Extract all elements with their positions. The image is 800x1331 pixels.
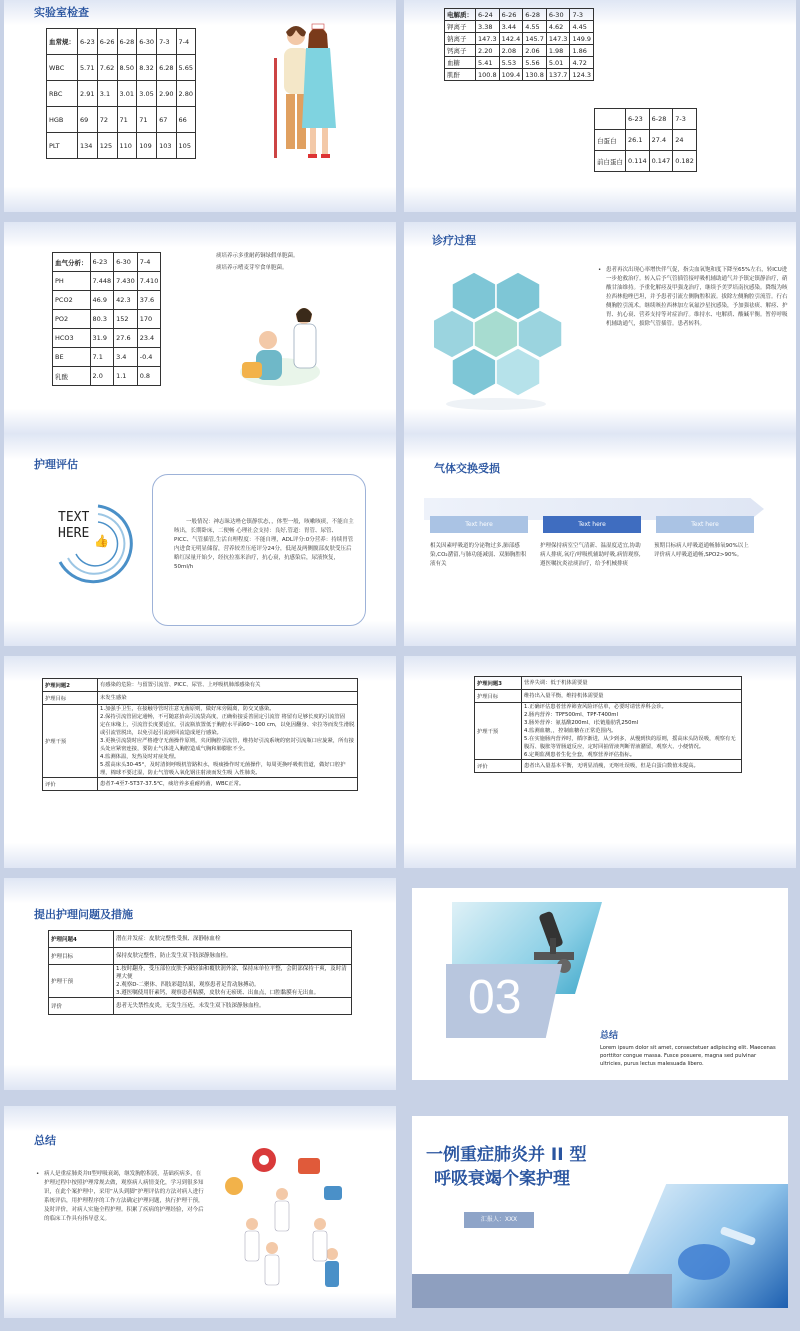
table-cell: 护理干预 [49, 965, 114, 998]
culture-note-2: 痰培养示嗜麦芽窄食单胞菌。 [216, 265, 288, 271]
table-row [47, 29, 196, 55]
table-cell: 152 [114, 310, 138, 329]
table-row [47, 133, 196, 159]
table-cell: 护理干预 [475, 703, 522, 760]
table-cell: 6-30 [546, 9, 570, 21]
table-cell: 7-4 [137, 253, 161, 272]
table-cell: 1.98 [546, 45, 570, 57]
slide-blood-gas [4, 222, 396, 434]
table-row [475, 703, 742, 760]
table-row [47, 55, 196, 81]
table-cell: 未发生感染 [98, 692, 358, 705]
table-cell: 8.50 [117, 55, 137, 81]
table-cell: 109 [137, 133, 157, 159]
nutrition-care-table [474, 676, 742, 773]
table-cell: 8.32 [137, 55, 157, 81]
table-cell: 0.182 [673, 151, 697, 172]
lab-glove-dropper-icon [674, 1218, 764, 1288]
blood-gas-table [52, 252, 161, 386]
table-cell: 乳酸 [53, 367, 91, 386]
table-cell: PO2 [53, 310, 91, 329]
lorem-text: Lorem ipsum dolor sit amet, consectetuer adipiscing elit. Maecenas porttitor congue massa. Fusce posuere, magna sed pulvinar ultricies, purus lectus malesuada libero. [600, 1045, 776, 1067]
table-cell: 6-26 [499, 9, 523, 21]
table-cell: 2.90 [157, 81, 176, 107]
related-factors-text: 相关因素呼吸道的分泌物过多,肺部感染,CO₂潴留,与肺功能减弱、双肺胸腔积液有关 [430, 543, 527, 567]
table-cell: 7-3 [570, 9, 594, 21]
table-cell: 保持皮肤完整性，防止发生双下肢深静脉血栓。 [114, 948, 352, 965]
text-here-button-1[interactable]: Text here [430, 516, 528, 533]
table-cell: 4.72 [570, 57, 594, 69]
table-cell: 6-23 [78, 29, 98, 55]
table-cell: 6.28 [157, 55, 176, 81]
table-cell: 71 [117, 107, 137, 133]
table-cell: 31.9 [90, 329, 114, 348]
table-cell: 147.3 [476, 33, 500, 45]
table-cell: 白蛋白 [595, 130, 626, 151]
doctor-patient-illustration [266, 18, 346, 164]
table-cell: 2.91 [78, 81, 98, 107]
slide-title: 实验室检查 [34, 6, 89, 19]
table-row [47, 107, 196, 133]
table-cell: 1.86 [570, 45, 594, 57]
table-cell: 患者出入量基本平衡，无明显消瘦，无呕吐误吸，但是白蛋白数值未提高。 [522, 760, 742, 773]
table-cell: BE [53, 348, 91, 367]
table-cell: 105 [176, 133, 195, 159]
table-cell: 69 [78, 107, 98, 133]
table-cell: 护理问题2 [43, 679, 98, 692]
table-cell: 护理干预 [43, 705, 98, 778]
table-cell: PCO2 [53, 291, 91, 310]
table-cell: HGB [47, 107, 78, 133]
slide-gas-exchange [404, 434, 796, 646]
table-cell: 2.08 [499, 45, 523, 57]
table-cell: 4.45 [570, 21, 594, 33]
table-cell: 3.38 [476, 21, 500, 33]
table-cell: 电解质： [445, 9, 476, 21]
bullet: • [598, 267, 602, 273]
table-row [475, 677, 742, 690]
slide-nursing-problems [4, 878, 396, 1090]
table-cell: 142.4 [499, 33, 523, 45]
doctor-consult-illustration [240, 302, 330, 392]
table-cell: 137.7 [546, 69, 570, 81]
table-row [53, 253, 161, 272]
table-row [53, 272, 161, 291]
table-row [53, 367, 161, 386]
table-cell: 6-28 [649, 109, 673, 130]
table-cell: 134 [78, 133, 98, 159]
table-cell: 护理问题4 [49, 931, 114, 948]
table-cell: 2.20 [476, 45, 500, 57]
slide-summary [4, 1106, 396, 1318]
table-cell: 评价 [475, 760, 522, 773]
table-cell: 营养失调：低于机体需要量 [522, 677, 742, 690]
table-row [49, 998, 352, 1015]
table-cell: 7-3 [157, 29, 176, 55]
table-row [445, 57, 594, 69]
table-cell: 26.1 [626, 130, 650, 151]
table-cell: -0.4 [137, 348, 161, 367]
table-row [47, 81, 196, 107]
table-row [475, 690, 742, 703]
table-cell: 5.53 [499, 57, 523, 69]
table-cell: 125 [97, 133, 117, 159]
table-cell: 7-4 [176, 29, 195, 55]
table-cell [595, 109, 626, 130]
table-cell: 5.65 [176, 55, 195, 81]
summary-text: 病人是重症肺炎并II型呼吸衰竭，继发胸腔积液，基础疾病多，在护理过程中按照护理常规去做，观察病人病情变化，学习到很多知识，在此个案护理中，采用“从头到脚”护理评估的方法对病人进行系统评估，用护理程序的工作方法确定护理问题，执行护理干预，及时评价，对病人实施全程护理。积累了疾病的护理经验，对今后的临床工作具有指导意义。 [44, 1171, 204, 1222]
slide-treatment-process [404, 222, 796, 434]
table-row [49, 931, 352, 948]
table-cell: 钠离子 [445, 33, 476, 45]
table-cell: 1.按时翻身，受压部位皮肤予减轻油和覆肤润外涂，保持床单位平整，会阴部保持干爽，及时清理大便 2.观察D-二聚体、四肢彩超结果，观察患者足背动脉搏动。 3.遵医嘱使用肝素钙，观察患者粘膜，皮肤有无瘀斑、出血点，口腔黏膜有无出血。 [114, 965, 352, 998]
slide-nursing-assessment [4, 434, 396, 646]
table-cell: 66 [176, 107, 195, 133]
cover-title-1: 一例重症肺炎并 II 型 [426, 1145, 587, 1165]
expected-goal-text: 预期目标病人呼吸道通畅肺氧90%以上评价病人呼吸道通畅,SPO2>90%。 [654, 543, 749, 558]
table-cell: 147.3 [546, 33, 570, 45]
table-cell: 4.62 [546, 21, 570, 33]
table-cell: 5.56 [523, 57, 547, 69]
table-cell: 5.71 [78, 55, 98, 81]
table-cell: 23.4 [137, 329, 161, 348]
logo-text-2: HERE [58, 526, 90, 541]
table-row [53, 291, 161, 310]
table-cell: 7.430 [114, 272, 138, 291]
table-row [445, 69, 594, 81]
table-cell: 46.9 [90, 291, 114, 310]
table-cell: 103 [157, 133, 176, 159]
table-cell: 5.01 [546, 57, 570, 69]
table-cell: 血常规： [47, 29, 78, 55]
table-cell: 6-24 [476, 9, 500, 21]
slide-title: 提出护理问题及措施 [34, 908, 133, 921]
table-cell: 7.1 [90, 348, 114, 367]
electrolyte-table [444, 8, 594, 81]
table-cell: 24 [673, 130, 697, 151]
table-cell: 6-30 [137, 29, 157, 55]
table-cell: 3.05 [137, 81, 157, 107]
table-row [445, 21, 594, 33]
table-cell: 肌酐 [445, 69, 476, 81]
table-cell: 71 [137, 107, 157, 133]
table-cell: 潜在并发症：皮肤完整性受损、深静脉血栓 [114, 931, 352, 948]
cover-title-2: 呼吸衰竭个案护理 [434, 1169, 570, 1189]
table-cell: 6-23 [90, 253, 114, 272]
table-cell: 评价 [49, 998, 114, 1015]
table-cell: 27.6 [114, 329, 138, 348]
skin-care-table [48, 930, 352, 1015]
table-row [445, 45, 594, 57]
table-row [595, 151, 697, 172]
table-row [43, 692, 358, 705]
table-cell: 血气分析： [53, 253, 91, 272]
table-cell: 血糖 [445, 57, 476, 69]
table-cell: 7.448 [90, 272, 114, 291]
table-cell: 前白蛋白 [595, 151, 626, 172]
slide-electrolytes [404, 0, 796, 212]
slide-title: 诊疗过程 [432, 234, 476, 247]
table-cell: 109.4 [499, 69, 523, 81]
table-cell: 维持出入量平衡，维持机体需要量 [522, 690, 742, 703]
table-cell: PLT [47, 133, 78, 159]
table-row [43, 778, 358, 791]
table-cell: 72 [97, 107, 117, 133]
table-cell: 80.3 [90, 310, 114, 329]
slide-cover [404, 1106, 796, 1318]
slide-title: 气体交换受损 [434, 462, 500, 475]
table-cell: 1.1 [114, 367, 138, 386]
slide-title: 护理评估 [34, 458, 78, 471]
table-cell: 27.4 [649, 130, 673, 151]
table-cell: 3.44 [499, 21, 523, 33]
table-cell: 患者7-4至7-5T37-37.5℃，痰培养多重耐药菌，WBC正常。 [98, 778, 358, 791]
hospital-isometric-illustration [434, 262, 574, 412]
slide-section-03 [404, 878, 796, 1090]
table-cell: 7.62 [97, 55, 117, 81]
infection-care-table [42, 678, 358, 791]
table-row [43, 679, 358, 692]
table-cell: 2.80 [176, 81, 195, 107]
cover-base [412, 1274, 672, 1308]
table-cell: 2.0 [90, 367, 114, 386]
table-cell: 护理目标 [49, 948, 114, 965]
reporter-badge: 汇报人：XXX [464, 1212, 534, 1228]
table-cell: 6-28 [117, 29, 137, 55]
culture-note-1: 痰培养示多重耐药铜绿假单胞菌。 [216, 253, 299, 259]
treatment-text: 患者再次出现心率增快伴气促，指尖血氧饱和度下降至65%左右，转ICU进一步抢救治疗。转入后予气管插管接呼吸机辅助通气并予镇定镇静治疗，硝酸甘油维持。予重化解痉及甲强龙治疗，继续予美罗培南抗感染。降级为咳拉西林他唑巴坦，并予患者引流左侧胸腔积液。拔除左侧胸腔引流管。行右侧胸腔引流术。继续咳拉西林加左氧氟沙星抗感染，予加强祛痰、解痉、护胃、抗心衰、营养支持等对症治疗。维持水、电解质、酸碱平衡。暂停呼吸机辅助通气，拔除气管插管。患者转科。 [606, 267, 788, 327]
table-cell: 6-23 [626, 109, 650, 130]
table-cell: 42.3 [114, 291, 138, 310]
table-cell: PH [53, 272, 91, 291]
section-heading: 总结 [600, 1031, 619, 1041]
text-here-button-3[interactable]: Text here [656, 516, 754, 533]
table-cell: 100.8 [476, 69, 500, 81]
slide-title: 总结 [34, 1134, 56, 1147]
table-cell: 0.147 [649, 151, 673, 172]
table-row [475, 760, 742, 773]
slide-nutrition [404, 656, 796, 868]
table-cell: HCO3 [53, 329, 91, 348]
table-cell: 0.8 [137, 367, 161, 386]
table-row [445, 9, 594, 21]
table-row [53, 310, 161, 329]
table-cell: 护理问题3 [475, 677, 522, 690]
table-cell: 钙离子 [445, 45, 476, 57]
table-cell: 1.正确评估患者营养筛查风险评估单，必要时请营养科会诊。 2.肠内营养：TPF500ml、TPF-T400ml 3.肠外营养：氨基酸200ml、i长链脂肪乳250ml 4.监测血糖，，控制血糖在正常范围内。 5.在实施肠内营养时，循序渐进，从少到多，从慢到快的原则，摇高床头防误吸，观察有无腹泻、腹胀等胃肠道反应，定时回抽胃液判断胃液潴留，观察大、小便情况。 6.定期监测患者生化全套，观察营养评估指标。 [522, 703, 742, 760]
table-cell: 7.410 [137, 272, 161, 291]
table-cell: 1.加强手卫生，在接触导管时注意无菌原则，做好床旁隔离，防交叉感染。 2.保持引流管固定通畅，不可随意抬高引流袋高度，正确衔接妥善固定引流管 将留有足够长度的引流管固 定在床缘上，引流管长度要适宜，引流瓶放置低于胸腔水平面60～100 cm，以免因翻身、牵拉等而发生滑脱或引流管脱出，以免引起引流液回流造成逆行感染。 3.更换引流袋时应严格遵守无菌操作原则，夹闭胸腔引流管，维持好引流系统的密封引流瓶口应旋紧，所有接头处应紧密连接，要防止气体进入胸腔造成气胸和肺膨胀不全。 4.监测体温，发热及时对症处理。 5.摇高床头30-45°，及时清倒呼吸机管路积水，吸痰操作时无菌操作，每周更换呼吸机管道，做好口腔护理，棉球不要过湿，防止气管吸入氧化钢注射液而发生吸 入性肺炎。 [98, 705, 358, 778]
table-cell: 3.1 [97, 81, 117, 107]
table-cell: 护理目标 [43, 692, 98, 705]
table-cell: 67 [157, 107, 176, 133]
table-cell: 评价 [43, 778, 98, 791]
table-cell: 5.41 [476, 57, 500, 69]
table-cell: 145.7 [523, 33, 547, 45]
table-row [445, 33, 594, 45]
table-row [53, 348, 161, 367]
medical-team-illustration [212, 1142, 362, 1292]
table-cell: 149.9 [570, 33, 594, 45]
table-cell: 124.3 [570, 69, 594, 81]
assessment-text: 一般情况：神志昧达唑仑镇静状态，，体型一般，咳嗽咳痰，不能自主咳出，长期卧床，二便畅 心理社会支持：良好,管道：胃管、尿管、PICC、气管插管,生活自理程度：不能自理，ADL评分:0分营养：持续胃管内进食无明显储留，营养较差压疮评分24分，低尾及两侧髋部皮肤受压后略红尿量开始少，经抗拉塞米治疗，抗心衰，抗感染后，尿液恢复，50ml/h [174, 519, 354, 570]
slide-infection-risk [4, 656, 396, 868]
table-cell: 钾离子 [445, 21, 476, 33]
nursing-care-text: 护理保持病室空气清新、温湿度适宜,协助病人排痰,氧疗/呼吸机辅助呼吸,病情观察,遵医嘱抗炎祛痰治疗，给予机械排痰 [540, 543, 641, 567]
table-cell: 有感染的危险：与留置引流管、PICC、尿管、上呼吸机肺部感染有关 [98, 679, 358, 692]
table-cell: 170 [137, 310, 161, 329]
table-cell: 37.6 [137, 291, 161, 310]
table-row [49, 948, 352, 965]
table-row [43, 705, 358, 778]
table-row [53, 329, 161, 348]
table-cell: 6-26 [97, 29, 117, 55]
albumin-table [594, 108, 697, 172]
text-here-button-2[interactable]: Text here [543, 516, 641, 533]
blood-routine-table [46, 28, 196, 159]
table-row [595, 130, 697, 151]
slide-lab-tests [4, 0, 396, 212]
table-cell: 3.01 [117, 81, 137, 107]
table-cell: 6-28 [523, 9, 547, 21]
table-cell: 2.06 [523, 45, 547, 57]
section-number: 03 [468, 971, 522, 1024]
logo-text-1: TEXT [58, 510, 90, 525]
table-cell: WBC [47, 55, 78, 81]
table-row [595, 109, 697, 130]
table-cell: 患者无失禁性皮炎，无发生压疮，未发生双下肢深静脉血栓。 [114, 998, 352, 1015]
table-cell: 0.114 [626, 151, 650, 172]
table-cell: 护理目标 [475, 690, 522, 703]
table-cell: RBC [47, 81, 78, 107]
table-cell: 7-3 [673, 109, 697, 130]
table-row [49, 965, 352, 998]
table-cell: 4.55 [523, 21, 547, 33]
table-cell: 3.4 [114, 348, 138, 367]
bullet: • [36, 1171, 40, 1177]
thumbs-up-icon: 👍 [94, 534, 109, 548]
table-cell: 6-30 [114, 253, 138, 272]
table-cell: 130.8 [523, 69, 547, 81]
table-cell: 110 [117, 133, 137, 159]
